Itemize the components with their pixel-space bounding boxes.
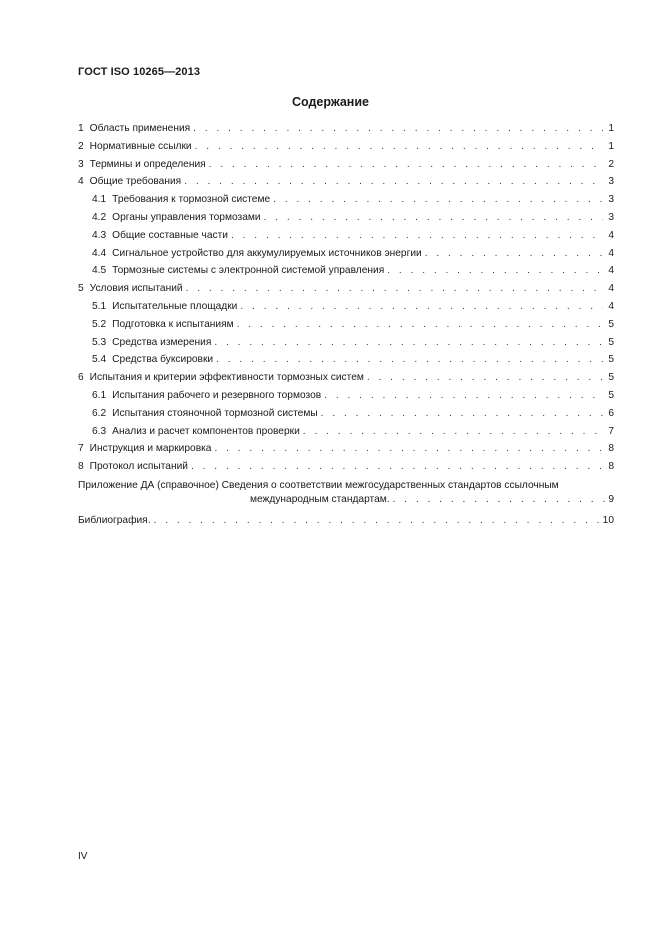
toc-entry-page: 8 bbox=[608, 461, 614, 473]
table-of-contents bbox=[78, 120, 614, 530]
dot-leader bbox=[324, 387, 603, 405]
toc-entry-number: 5.2 bbox=[92, 318, 107, 330]
toc-entry-number: 6.1 bbox=[92, 389, 107, 401]
toc-entry[interactable] bbox=[78, 423, 614, 441]
toc-entry-number: 2 bbox=[78, 140, 84, 152]
toc-entry-page: 5 bbox=[608, 354, 614, 366]
dot-leader bbox=[231, 227, 603, 245]
toc-entry[interactable] bbox=[78, 387, 614, 405]
toc-entry-page: 5 bbox=[608, 372, 614, 384]
appendix-line-2 bbox=[78, 493, 614, 507]
toc-entry[interactable] bbox=[78, 298, 614, 316]
toc-entry[interactable] bbox=[78, 351, 614, 369]
toc-entry-page: 5 bbox=[608, 318, 614, 330]
dot-leader bbox=[195, 138, 603, 156]
dot-leader bbox=[273, 191, 603, 209]
toc-entry-page: 4 bbox=[608, 265, 614, 277]
toc-entry[interactable] bbox=[78, 458, 614, 476]
appendix-page: 9 bbox=[608, 493, 614, 505]
toc-entry-number: 4.2 bbox=[92, 211, 107, 223]
toc-appendix-entry[interactable] bbox=[78, 479, 614, 507]
document-header: ГОСТ ISO 10265—2013 bbox=[78, 66, 201, 78]
toc-entry-label: Нормативные ссылки bbox=[89, 140, 192, 152]
toc-entry-number: 4.4 bbox=[92, 247, 107, 259]
dot-leader bbox=[214, 440, 603, 458]
toc-entry-label: Инструкция и маркировка bbox=[89, 443, 212, 455]
toc-entry-page: 4 bbox=[608, 300, 614, 312]
toc-entry-page: 3 bbox=[608, 176, 614, 188]
toc-entry[interactable] bbox=[78, 316, 614, 334]
toc-entry[interactable] bbox=[78, 120, 614, 138]
dot-leader bbox=[387, 262, 603, 280]
dot-leader bbox=[193, 120, 603, 138]
toc-entry-label: Органы управления тормозами bbox=[112, 211, 261, 223]
toc-entry[interactable] bbox=[78, 369, 614, 387]
dot-leader bbox=[216, 351, 603, 369]
toc-entry-label: Подготовка к испытаниям bbox=[112, 318, 234, 330]
toc-entry-label: Анализ и расчет компонентов проверки bbox=[112, 425, 300, 437]
toc-entry-label: Термины и определения bbox=[89, 158, 206, 170]
toc-entry-label: Условия испытаний bbox=[89, 283, 183, 295]
toc-entry-number: 3 bbox=[78, 158, 84, 170]
toc-entry-number: 4 bbox=[78, 176, 84, 188]
toc-entry-label: Испытания и критерии эффективности тормозных систем bbox=[89, 372, 364, 384]
toc-entry-page: 1 bbox=[608, 123, 614, 134]
toc-entry-number: 8 bbox=[78, 461, 84, 473]
toc-entry-label: Протокол испытаний bbox=[89, 461, 188, 473]
bibliography-label: Библиография. bbox=[78, 514, 151, 526]
toc-entry[interactable] bbox=[78, 334, 614, 352]
toc-entry-label: Испытательные площадки bbox=[112, 300, 238, 312]
toc-entry-label: Испытания рабочего и резервного тормозов bbox=[112, 389, 322, 401]
toc-bibliography-entry[interactable] bbox=[78, 512, 614, 530]
bibliography-page: 10 bbox=[602, 514, 614, 526]
dot-leader bbox=[321, 405, 603, 423]
toc-entry[interactable] bbox=[78, 209, 614, 227]
toc-entry-page: 4 bbox=[608, 247, 614, 259]
toc-entry-page: 6 bbox=[608, 407, 614, 419]
toc-entry-number: 1 bbox=[78, 123, 84, 134]
toc-rows bbox=[78, 120, 614, 476]
toc-entry[interactable] bbox=[78, 440, 614, 458]
toc-entry-label: Сигнальное устройство для аккумулируемых источников энергии bbox=[112, 247, 422, 259]
toc-entry-label: Область применения bbox=[89, 123, 191, 134]
dot-leader bbox=[154, 512, 600, 530]
toc-entry-number: 5 bbox=[78, 283, 84, 295]
toc-entry[interactable] bbox=[78, 191, 614, 209]
toc-entry[interactable] bbox=[78, 280, 614, 298]
appendix-line-1: Приложение ДА (справочное) Сведения о соответствии межгосударственных стандартов ссылочным bbox=[78, 479, 559, 491]
dot-leader bbox=[214, 334, 603, 352]
toc-entry-label: Общие составные части bbox=[112, 229, 228, 241]
toc-entry-number: 5.3 bbox=[92, 336, 107, 348]
dot-leader bbox=[209, 156, 603, 174]
toc-entry-number: 4.5 bbox=[92, 265, 107, 277]
toc-entry-label: Средства измерения bbox=[112, 336, 212, 348]
toc-entry[interactable] bbox=[78, 227, 614, 245]
toc-entry[interactable] bbox=[78, 138, 614, 156]
dot-leader bbox=[264, 209, 603, 227]
toc-entry-page: 5 bbox=[608, 336, 614, 348]
toc-entry-number: 6 bbox=[78, 372, 84, 384]
toc-entry-label: Требования к тормозной системе bbox=[112, 194, 271, 206]
toc-entry[interactable] bbox=[78, 245, 614, 263]
toc-entry[interactable] bbox=[78, 173, 614, 191]
toc-entry-number: 7 bbox=[78, 443, 84, 455]
toc-entry-number: 4.1 bbox=[92, 194, 107, 206]
dot-leader bbox=[425, 245, 603, 263]
toc-entry[interactable] bbox=[78, 405, 614, 423]
page-title: Содержание bbox=[291, 95, 369, 109]
dot-leader bbox=[237, 316, 603, 334]
appendix-line-2-label: международным стандартам. bbox=[250, 493, 390, 505]
toc-entry-label: Тормозные системы с электронной системой управления bbox=[112, 265, 385, 277]
toc-entry-page: 1 bbox=[608, 140, 614, 152]
toc-entry-page: 2 bbox=[608, 158, 614, 170]
dot-leader bbox=[240, 298, 603, 316]
toc-entry-page: 7 bbox=[608, 425, 614, 437]
toc-entry-page: 4 bbox=[608, 229, 614, 241]
toc-entry-page: 3 bbox=[608, 211, 614, 223]
toc-entry[interactable] bbox=[78, 156, 614, 174]
toc-entry-page: 5 bbox=[608, 389, 614, 401]
toc-entry-label: Средства буксировки bbox=[112, 354, 214, 366]
toc-entry-number: 6.3 bbox=[92, 425, 107, 437]
dot-leader bbox=[393, 493, 606, 507]
dot-leader bbox=[367, 369, 603, 387]
toc-entry-number: 6.2 bbox=[92, 407, 107, 419]
dot-leader bbox=[303, 423, 603, 441]
toc-entry-number: 5.1 bbox=[92, 300, 107, 312]
toc-entry-label: Испытания стояночной тормозной системы bbox=[112, 407, 318, 419]
toc-entry-page: 3 bbox=[608, 194, 614, 206]
dot-leader bbox=[186, 280, 603, 298]
toc-entry[interactable] bbox=[78, 262, 614, 280]
toc-entry-number: 4.3 bbox=[92, 229, 107, 241]
toc-entry-label: Общие требования bbox=[89, 176, 182, 188]
dot-leader bbox=[184, 173, 603, 191]
toc-entry-page: 8 bbox=[608, 443, 614, 455]
page-number: IV bbox=[78, 851, 88, 862]
toc-entry-page: 4 bbox=[608, 283, 614, 295]
dot-leader bbox=[191, 458, 603, 476]
toc-entry-number: 5.4 bbox=[92, 354, 107, 366]
